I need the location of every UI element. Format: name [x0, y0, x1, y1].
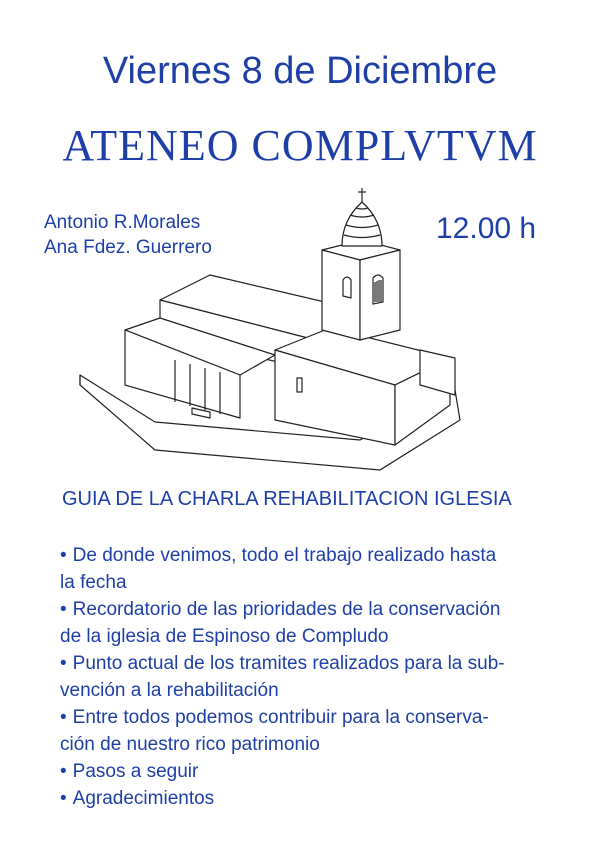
bullet-icon: • — [60, 707, 67, 728]
list-item: • Entre todos podemos contribuir para la conserva- ción de nuestro rico patrimonio — [60, 707, 489, 755]
speaker-2: Ana Fdez. Guerrero — [44, 237, 212, 258]
venue-title: ATENEO COMPLVTVM — [62, 121, 538, 170]
speaker-1: Antonio R.Morales — [44, 212, 201, 233]
guide-title: GUIA DE LA CHARLA REHABILITACION IGLESIA — [62, 488, 512, 510]
list-item: • Recordatorio de las prioridades de la conservación de la iglesia de Espinoso de Compludo — [60, 599, 501, 647]
bullet-icon: • — [60, 761, 67, 782]
list-item: • Pasos a seguir — [60, 761, 199, 782]
bullet-icon: • — [60, 788, 67, 809]
guide-list — [60, 542, 580, 812]
event-date: Viernes 8 de Diciembre — [102, 50, 498, 92]
bullet-icon: • — [60, 653, 67, 674]
church-line-drawing-icon — [60, 180, 480, 480]
bullet-icon: • — [60, 545, 67, 566]
list-item: • Punto actual de los tramites realizados para la sub- vención a la rehabilitación — [60, 653, 505, 701]
list-item: • Agradecimientos — [60, 788, 215, 809]
list-item: • De donde venimos, todo el trabajo realizado hasta la fecha — [60, 545, 497, 593]
bullet-icon: • — [60, 599, 67, 620]
event-time: 12.00 h — [436, 212, 537, 245]
